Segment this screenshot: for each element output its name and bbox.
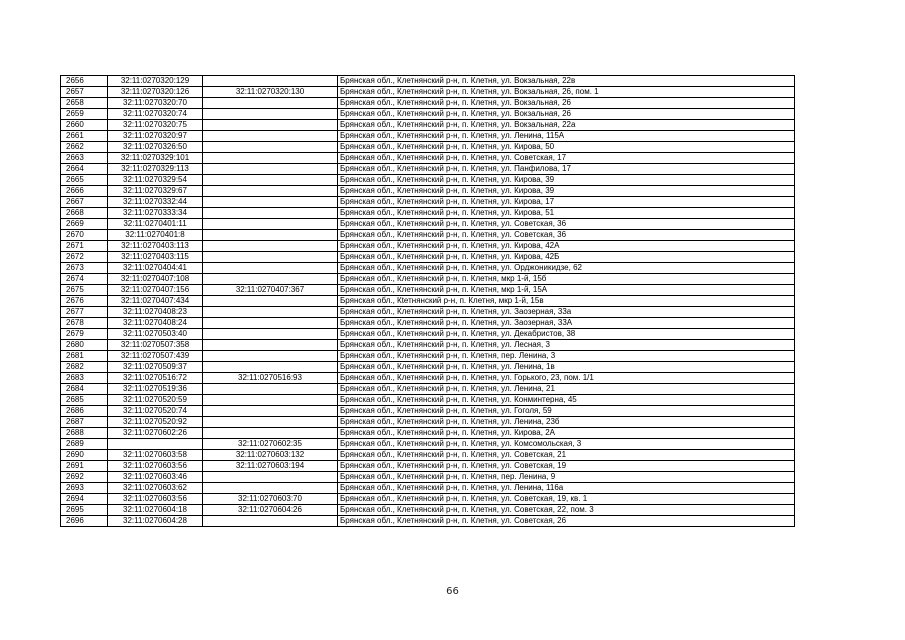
related-cadastral-number-cell [203,219,338,230]
related-cadastral-number-cell [203,230,338,241]
row-number-cell: 2665 [61,175,108,186]
table-row [61,263,795,274]
table-row [61,252,795,263]
row-number-cell: 2673 [61,263,108,274]
related-cadastral-number-cell [203,120,338,131]
cadastral-number-cell: 32:11:0270407:434 [108,296,203,307]
table-row [61,505,795,516]
related-cadastral-number-cell [203,142,338,153]
cadastral-number-cell: 32:11:0270320:97 [108,131,203,142]
cadastral-number-cell [108,439,203,450]
related-cadastral-number-cell [203,164,338,175]
row-number-cell: 2687 [61,417,108,428]
cadastral-number-cell: 32:11:0270507:439 [108,351,203,362]
address-cell: Брянская обл., Клетнянский р-н, п. Клетня, ул. Кирова, 2А [338,428,795,439]
cadastral-number-cell: 32:11:0270604:28 [108,516,203,527]
cadastral-number-cell: 32:11:0270520:59 [108,395,203,406]
address-table-body [61,76,795,527]
cadastral-number-cell: 32:11:0270603:56 [108,461,203,472]
address-cell: Брянская обл., Клетнянский р-н, п. Клетня, ул. Вокзальная, 22в [338,76,795,87]
address-cell: Брянская обл., Клетнянский р-н, п. Клетня, ул. Панфилова, 17 [338,164,795,175]
address-cell: Брянская обл., Клетнянский р-н, п. Клетня, ул. Кирова, 42А [338,241,795,252]
address-cell: Брянская обл., Клетнянский р-н, п. Клетня, ул. Кирова, 17 [338,197,795,208]
row-number-cell: 2679 [61,329,108,340]
address-cell: Брянская обл., Кtетнянский р-н, п. Клетня, мкр 1-й, 15в [338,296,795,307]
table-row [61,219,795,230]
cadastral-number-cell: 32:11:0270329:67 [108,186,203,197]
table-row [61,109,795,120]
table-row [61,483,795,494]
address-cell: Брянская обл., Клетнянский р-н, п. Клетня, ул. Кирова, 39 [338,175,795,186]
related-cadastral-number-cell [203,296,338,307]
page-number: 66 [446,586,459,597]
table-row [61,472,795,483]
address-cell: Брянская обл., Клетнянский р-н, п. Клетня, ул. Советская, 36 [338,219,795,230]
row-number-cell: 2671 [61,241,108,252]
cadastral-number-cell: 32:11:0270329:113 [108,164,203,175]
table-row [61,494,795,505]
row-number-cell: 2670 [61,230,108,241]
table-row [61,153,795,164]
related-cadastral-number-cell [203,76,338,87]
cadastral-number-cell: 32:11:0270509:37 [108,362,203,373]
table-row [61,87,795,98]
row-number-cell: 2690 [61,450,108,461]
cadastral-number-cell: 32:11:0270326:50 [108,142,203,153]
row-number-cell: 2692 [61,472,108,483]
table-row [61,461,795,472]
row-number-cell: 2685 [61,395,108,406]
table-row [61,285,795,296]
row-number-cell: 2674 [61,274,108,285]
address-cell: Брянская обл., Клетнянский р-н, п. Клетня, ул. Вокзальная, 26 [338,98,795,109]
address-cell: Брянская обл., Клетнянский р-н, п. Клетня, ул. Гоголя, 59 [338,406,795,417]
table-row [61,208,795,219]
related-cadastral-number-cell [203,516,338,527]
cadastral-number-cell: 32:11:0270403:115 [108,252,203,263]
table-row [61,384,795,395]
related-cadastral-number-cell [203,98,338,109]
table-row [61,450,795,461]
table-row [61,131,795,142]
table-row [61,197,795,208]
row-number-cell: 2693 [61,483,108,494]
related-cadastral-number-cell [203,384,338,395]
table-row [61,428,795,439]
related-cadastral-number-cell [203,252,338,263]
address-cell: Брянская обл., Клетнянский р-н, п. Клетня, ул. Советская, 17 [338,153,795,164]
cadastral-number-cell: 32:11:0270401:8 [108,230,203,241]
table-row [61,340,795,351]
row-number-cell: 2696 [61,516,108,527]
address-cell: Брянская обл., Клетнянский р-н, п. Клетня, ул. Кирова, 50 [338,142,795,153]
address-cell: Брянская обл., Клетнянский р-н, п. Клетня, ул. Кирова, 39 [338,186,795,197]
cadastral-number-cell: 32:11:0270332:44 [108,197,203,208]
cadastral-number-cell: 32:11:0270407:156 [108,285,203,296]
cadastral-number-cell: 32:11:0270320:129 [108,76,203,87]
table-row [61,230,795,241]
address-cell: Брянская обл., Клетнянский р-н, п. Клетня, ул. Ленина, 115А [338,131,795,142]
row-number-cell: 2672 [61,252,108,263]
address-cell: Брянская обл., Клетнянский р-н, п. Клетня, ул. Кирова, 51 [338,208,795,219]
cadastral-number-cell: 32:11:0270401:11 [108,219,203,230]
address-cell: Брянская обл., Клетнянский р-н, п. Клетня, ул. Советская, 21 [338,450,795,461]
row-number-cell: 2675 [61,285,108,296]
address-cell: Брянская обл., Клетнянский р-н, п. Клетня, ул. Заозерная, 33а [338,307,795,318]
table-row [61,362,795,373]
table-row [61,417,795,428]
related-cadastral-number-cell: 32:11:0270603:194 [203,461,338,472]
cadastral-number-cell: 32:11:0270603:56 [108,494,203,505]
cadastral-number-cell: 32:11:0270603:58 [108,450,203,461]
table-row [61,274,795,285]
cadastral-number-cell: 32:11:0270602:26 [108,428,203,439]
related-cadastral-number-cell [203,241,338,252]
address-cell: Брянская обл., Клетнянский р-н, п. Клетня, ул. Кирова, 42Б [338,252,795,263]
address-cell: Брянская обл., Клетнянский р-н, п. Клетня, ул. Ленина, 116а [338,483,795,494]
related-cadastral-number-cell: 32:11:0270603:132 [203,450,338,461]
address-table [60,75,795,527]
related-cadastral-number-cell [203,395,338,406]
row-number-cell: 2667 [61,197,108,208]
table-row [61,120,795,131]
related-cadastral-number-cell [203,131,338,142]
row-number-cell: 2656 [61,76,108,87]
table-row [61,395,795,406]
row-number-cell: 2658 [61,98,108,109]
address-cell: Брянская обл., Клетнянский р-н, п. Клетня, ул. Заозерная, 33А [338,318,795,329]
table-row [61,439,795,450]
cadastral-number-cell: 32:11:0270320:126 [108,87,203,98]
table-row [61,307,795,318]
row-number-cell: 2694 [61,494,108,505]
related-cadastral-number-cell [203,472,338,483]
cadastral-number-cell: 32:11:0270320:74 [108,109,203,120]
cadastral-number-cell: 32:11:0270407:108 [108,274,203,285]
related-cadastral-number-cell [203,417,338,428]
related-cadastral-number-cell [203,307,338,318]
address-cell: Брянская обл., Клетнянский р-н, п. Клетня, ул. Вокзальная, 22а [338,120,795,131]
related-cadastral-number-cell [203,263,338,274]
cadastral-number-cell: 32:11:0270329:54 [108,175,203,186]
related-cadastral-number-cell [203,208,338,219]
row-number-cell: 2657 [61,87,108,98]
row-number-cell: 2659 [61,109,108,120]
cadastral-number-cell: 32:11:0270408:23 [108,307,203,318]
related-cadastral-number-cell [203,351,338,362]
row-number-cell: 2695 [61,505,108,516]
related-cadastral-number-cell [203,153,338,164]
related-cadastral-number-cell: 32:11:0270603:70 [203,494,338,505]
cadastral-number-cell: 32:11:0270403:113 [108,241,203,252]
cadastral-number-cell: 32:11:0270408:24 [108,318,203,329]
address-cell: Брянская обл., Клетнянский р-н, п. Клетня, ул. Советская, 19 [338,461,795,472]
table-row [61,296,795,307]
related-cadastral-number-cell [203,175,338,186]
address-cell: Брянская обл., Клетнянский р-н, п. Клетня, ул. Советская, 26 [338,516,795,527]
row-number-cell: 2661 [61,131,108,142]
cadastral-number-cell: 32:11:0270516:72 [108,373,203,384]
related-cadastral-number-cell [203,428,338,439]
cadastral-number-cell: 32:11:0270329:101 [108,153,203,164]
related-cadastral-number-cell: 32:11:0270602:35 [203,439,338,450]
row-number-cell: 2680 [61,340,108,351]
cadastral-number-cell: 32:11:0270520:92 [108,417,203,428]
cadastral-number-cell: 32:11:0270520:74 [108,406,203,417]
row-number-cell: 2691 [61,461,108,472]
cadastral-number-cell: 32:11:0270603:62 [108,483,203,494]
row-number-cell: 2660 [61,120,108,131]
address-cell: Брянская обл., Клетнянский р-н, п. Клетня, ул. Ленина, 1в [338,362,795,373]
table-row [61,164,795,175]
table-row [61,373,795,384]
related-cadastral-number-cell: 32:11:0270320:130 [203,87,338,98]
address-cell: Брянская обл., Клетнянский р-н, п. Клетня, пер. Ленина, 9 [338,472,795,483]
address-cell: Брянская обл., Клетнянский р-н, п. Клетня, ул. Советская, 36 [338,230,795,241]
row-number-cell: 2686 [61,406,108,417]
table-row [61,98,795,109]
row-number-cell: 2684 [61,384,108,395]
table-row [61,351,795,362]
row-number-cell: 2663 [61,153,108,164]
table-row [61,142,795,153]
related-cadastral-number-cell [203,329,338,340]
address-cell: Брянская обл., Клетнянский р-н, п. Клетня, ул. Ленина, 23б [338,417,795,428]
row-number-cell: 2683 [61,373,108,384]
table-row [61,175,795,186]
address-cell: Брянская обл., Клетнянский р-н, п. Клетня, ул. Вокзальная, 26 [338,109,795,120]
table-row [61,329,795,340]
table-row [61,76,795,87]
cadastral-number-cell: 32:11:0270320:70 [108,98,203,109]
cadastral-number-cell: 32:11:0270333:34 [108,208,203,219]
related-cadastral-number-cell [203,483,338,494]
row-number-cell: 2664 [61,164,108,175]
related-cadastral-number-cell [203,274,338,285]
related-cadastral-number-cell [203,340,338,351]
cadastral-number-cell: 32:11:0270404:41 [108,263,203,274]
related-cadastral-number-cell [203,186,338,197]
cadastral-number-cell: 32:11:0270519:36 [108,384,203,395]
address-cell: Брянская обл., Клетнянский р-н, п. Клетня, мкр 1-й, 15б [338,274,795,285]
address-cell: Брянская обл., Клетнянский р-н, п. Клетня, ул. Орджоникидзе, 62 [338,263,795,274]
row-number-cell: 2689 [61,439,108,450]
row-number-cell: 2688 [61,428,108,439]
cadastral-number-cell: 32:11:0270320:75 [108,120,203,131]
address-cell: Брянская обл., Клетнянский р-н, п. Клетня, ул. Лесная, 3 [338,340,795,351]
address-cell: Брянская обл., Клетнянский р-н, п. Клетня, ул. Вокзальная, 26, пом. 1 [338,87,795,98]
address-cell: Брянская обл., Клетнянский р-н, п. Клетня, ул. Советская, 22, пом. 3 [338,505,795,516]
row-number-cell: 2676 [61,296,108,307]
table-row [61,241,795,252]
row-number-cell: 2666 [61,186,108,197]
address-cell: Брянская обл., Клетнянский р-н, п. Клетня, ул. Ленина, 21 [338,384,795,395]
related-cadastral-number-cell [203,197,338,208]
address-cell: Брянская обл., Клетнянский р-н, п. Клетня, ул. Конминтерна, 45 [338,395,795,406]
related-cadastral-number-cell [203,318,338,329]
related-cadastral-number-cell: 32:11:0270516:93 [203,373,338,384]
table-row [61,516,795,527]
row-number-cell: 2682 [61,362,108,373]
row-number-cell: 2677 [61,307,108,318]
cadastral-number-cell: 32:11:0270604:18 [108,505,203,516]
address-cell: Брянская обл., Клетнянский р-н, п. Клетня, ул. Комсомольская, 3 [338,439,795,450]
table-row [61,406,795,417]
related-cadastral-number-cell [203,406,338,417]
cadastral-number-cell: 32:11:0270503:40 [108,329,203,340]
address-cell: Брянская обл., Клетнянский р-н, п. Клетня, ул. Горького, 23, пом. 1/1 [338,373,795,384]
address-cell: Брянская обл., Клетнянский р-н, п. Клетня, пер. Ленина, 3 [338,351,795,362]
row-number-cell: 2662 [61,142,108,153]
table-row [61,318,795,329]
row-number-cell: 2668 [61,208,108,219]
row-number-cell: 2669 [61,219,108,230]
cadastral-number-cell: 32:11:0270603:46 [108,472,203,483]
address-cell: Брянская обл., Клетнянский р-н, п. Клетня, мкр 1-й, 15А [338,285,795,296]
address-cell: Брянская обл., Клетнянский р-н, п. Клетня, ул. Советская, 19, кв. 1 [338,494,795,505]
row-number-cell: 2681 [61,351,108,362]
address-cell: Брянская обл., Клетнянский р-н, п. Клетня, ул. Декабристов, 38 [338,329,795,340]
related-cadastral-number-cell: 32:11:0270604:26 [203,505,338,516]
related-cadastral-number-cell: 32:11:0270407:367 [203,285,338,296]
row-number-cell: 2678 [61,318,108,329]
cadastral-number-cell: 32:11:0270507:358 [108,340,203,351]
related-cadastral-number-cell [203,362,338,373]
table-row [61,186,795,197]
related-cadastral-number-cell [203,109,338,120]
